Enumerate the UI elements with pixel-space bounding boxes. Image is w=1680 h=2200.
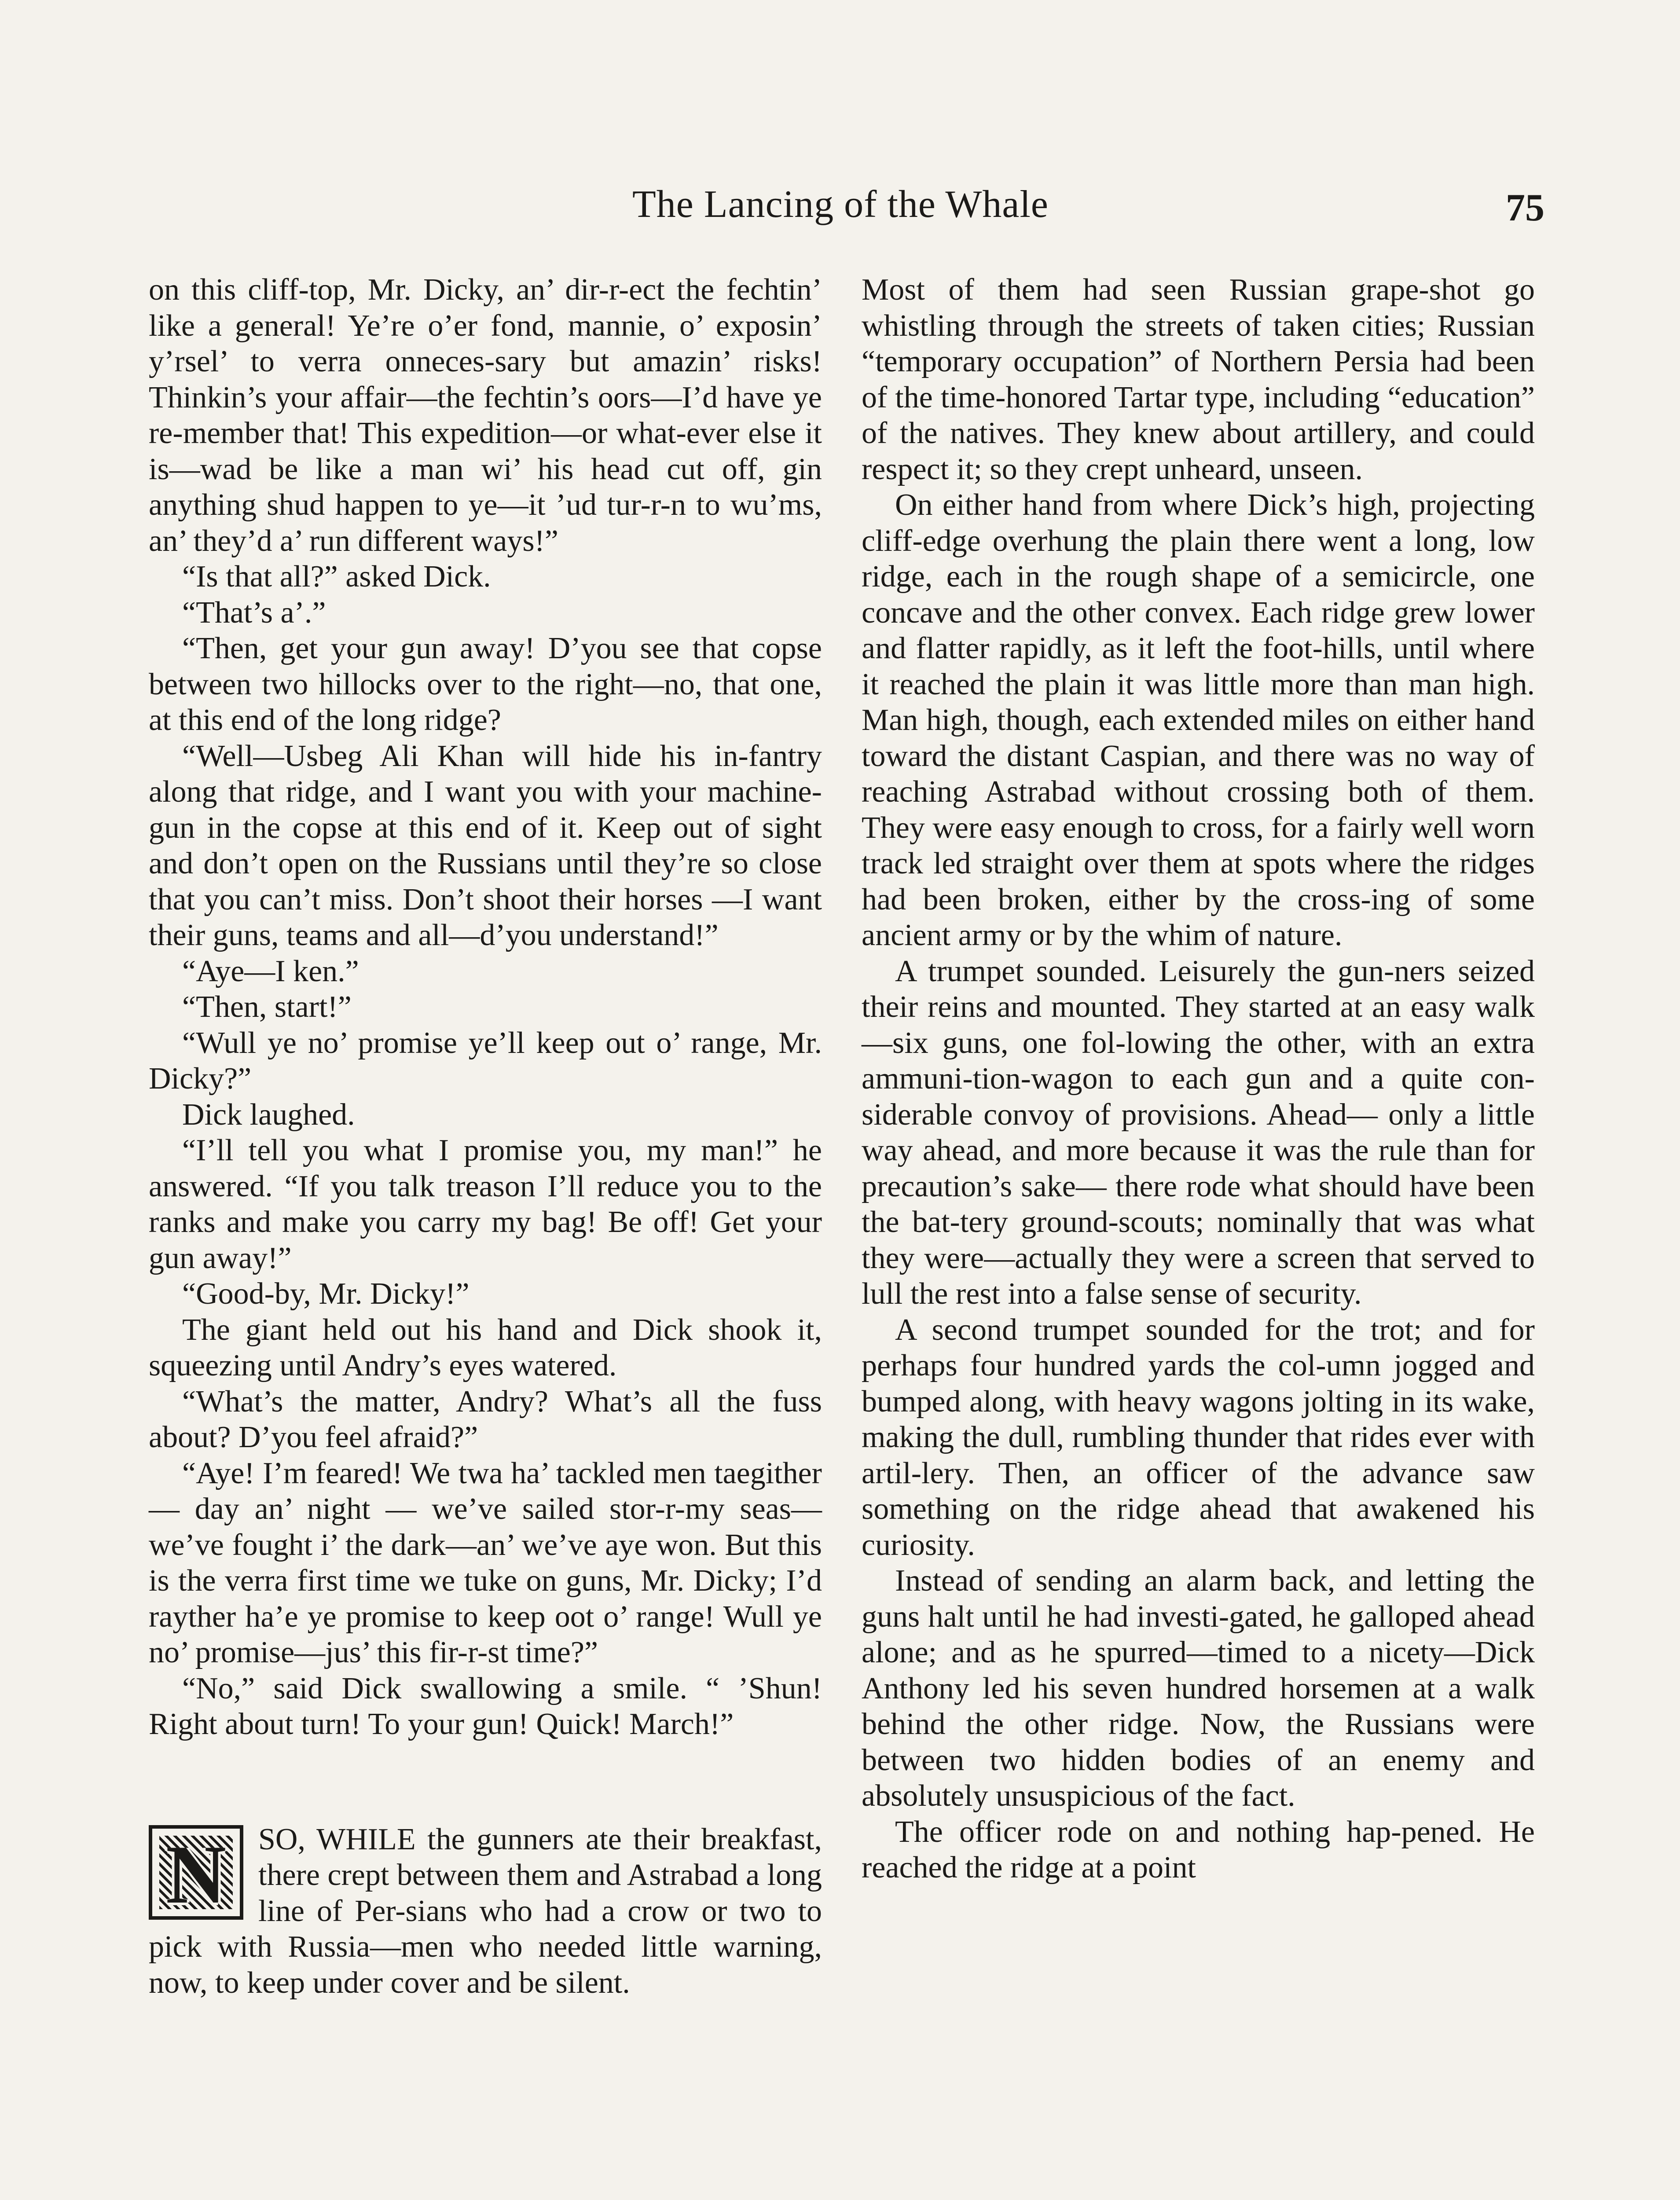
- dropcap-ornament: [149, 1825, 243, 1920]
- dropcap-paragraph: [149, 1822, 822, 2001]
- paragraph: “Aye! I’m feared! We twa ha’ tackled men taegither — day an’ night — we’ve sailed stor-r-my seas—we’ve fought i’ the dark—an’ we’ve aye won. But this is the verra first time we tuke on guns, Mr. Dicky; I’d rayther ha’e ye promise to keep oot o’ range! Wull ye no’ promise—jus’ this fir-r-st time?”: [149, 1456, 822, 1669]
- paragraph: Dick laughed.: [182, 1097, 355, 1132]
- paragraph: SO, WHILE the gunners ate their breakfast, there crept between them and Astrabad a long line of Per-sians who had a crow or two to pick with Russia—men who needed little warning, now, to keep under cover and be silent.: [149, 1822, 822, 2000]
- page-number: 75: [1506, 187, 1544, 229]
- paragraph: “Then, get your gun away! D’you see that copse between two hillocks over to the right—no, that one, at this end of the long ridge?: [149, 631, 822, 737]
- section-break: [149, 1742, 822, 1822]
- paragraph: “That’s a’.”: [182, 595, 326, 630]
- paragraph: “Then, start!”: [182, 990, 352, 1024]
- paragraph: “What’s the matter, Andry? What’s all the fuss about? D’you feel afraid?”: [149, 1384, 822, 1454]
- paragraph: on this cliff-top, Mr. Dicky, an’ dir-r-ect the fechtin’ like a general! Ye’re o’er fond, mannie, o’ exposin’ y’rsel’ to verra onneces-sary but amazin’ risks! Thinkin’s your affair—the fechtin’s oors—I’d have ye re-member that! This expedition—or what-ever else it is—wad be like a man wi’ his head cut off, gin anything shud happen to ye—it ’ud tur-r-n to wu’ms, an’ they’d a’ run different ways!”: [149, 273, 822, 558]
- paragraph: The officer rode on and nothing hap-pened. He reached the ridge at a point: [862, 1815, 1535, 1885]
- page-title: The Lancing of the Whale: [632, 183, 1049, 226]
- paragraph: A trumpet sounded. Leisurely the gun-ners seized their reins and mounted. They started at an easy walk—six guns, one fol-lowing the other, with an extra ammuni-tion-wagon to each gun and a quite con-siderable convoy of provisions. Ahead— only a little way ahead, and more because it was the rule than for precaution’s sake— there rode what should have been the bat-tery ground-scouts; nominally that was what they were—actually they were a screen that served to lull the rest into a false sense of security.: [862, 954, 1535, 1311]
- paragraph: Instead of sending an alarm back, and letting the guns halt until he had investi-gated, he galloped ahead alone; and as he spurred—timed to a nicety—Dick Anthony led his seven hundred horsemen at a walk behind the other ridge. Now, the Russians were between two hidden bodies of an enemy and absolutely unsuspicious of the fact.: [862, 1564, 1535, 1813]
- paragraph: “No,” said Dick swallowing a smile. “ ’Shun! Right about turn! To your gun! Quick! March!”: [149, 1671, 822, 1741]
- paragraph: “I’ll tell you what I promise you, my man!” he answered. “If you talk treason I’ll reduce you to the ranks and make you carry my bag! Be off! Get your gun away!”: [149, 1133, 822, 1275]
- paragraph: Most of them had seen Russian grape-shot go whistling through the streets of taken cities; Russian “temporary occupation” of Northern Persia had been of the time-honored Tartar type, including “education” of the natives. They knew about artillery, and could respect it; so they crept unheard, unseen.: [862, 273, 1535, 486]
- paragraph: “Well—Usbeg Ali Khan will hide his in-fantry along that ridge, and I want you with your machine-gun in the copse at this end of it. Keep out of sight and don’t open on the Russians until they’re so close that you can’t miss. Don’t shoot their horses —I want their guns, teams and all—d’you understand!”: [149, 739, 822, 952]
- paragraph: “Aye—I ken.”: [182, 954, 359, 988]
- paragraph: “Good-by, Mr. Dicky!”: [182, 1277, 470, 1311]
- running-header: [145, 178, 1544, 231]
- dropcap-letter: N: [165, 1828, 227, 1920]
- left-column: [149, 272, 822, 2001]
- right-column: [862, 272, 1535, 1886]
- paragraph: On either hand from where Dick’s high, projecting cliff-edge overhung the plain there went a long, low ridge, each in the rough shape of a semicircle, one concave and the other convex. Each ridge grew lower and flatter rapidly, as it left the foot-hills, until where it reached the plain it was little more than man high. Man high, though, each extended miles on either hand toward the distant Caspian, and there was no way of reaching Astrabad without crossing both of them. They were easy enough to cross, for a fairly well worn track led straight over them at spots where the ridges had been broken, either by the cross-ing of some ancient army or by the whim of nature.: [862, 488, 1535, 952]
- paragraph: A second trumpet sounded for the trot; and for perhaps four hundred yards the col-umn jogged and bumped along, with heavy wagons jolting in its wake, making the dull, rumbling thunder that rides ever with artil-lery. Then, an officer of the advance saw something on the ridge ahead that awakened his curiosity.: [862, 1313, 1535, 1562]
- paragraph: “Is that all?” asked Dick.: [182, 560, 491, 594]
- paragraph: “Wull ye no’ promise ye’ll keep out o’ range, Mr. Dicky?”: [149, 1026, 822, 1096]
- paragraph: The giant held out his hand and Dick shook it, squeezing until Andry’s eyes watered.: [149, 1313, 822, 1382]
